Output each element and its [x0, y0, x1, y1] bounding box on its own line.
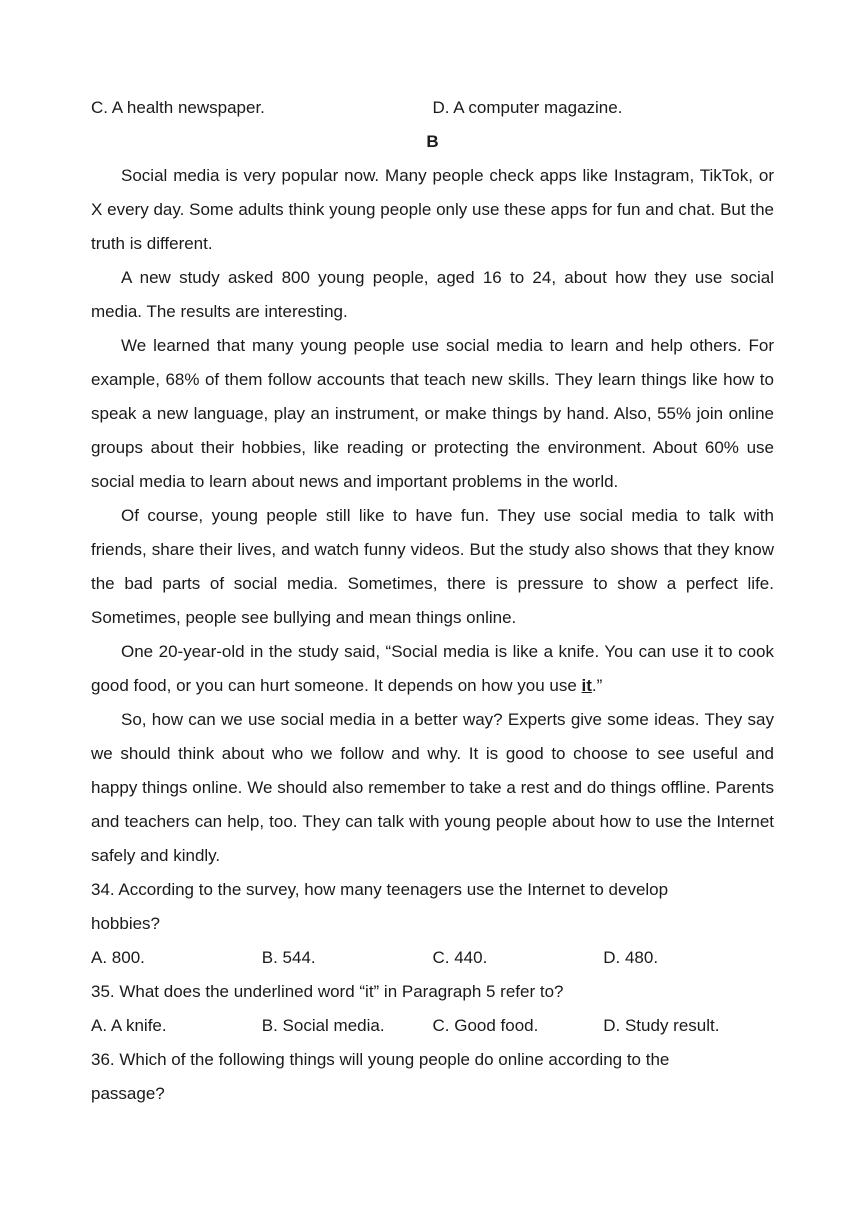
paragraph-1: Social media is very popular now. Many people check apps like Instagram, TikTok, or X every day. Some adults think young people only use these apps for fun and chat. But the truth is different.	[91, 166, 774, 253]
option-d: D. A computer magazine.	[432, 98, 623, 117]
paragraph-2: A new study asked 800 young people, aged 16 to 24, about how they use social media. The results are interesting.	[91, 268, 774, 321]
option-d: D. 480.	[603, 948, 659, 967]
paragraph-6: So, how can we use social media in a better way? Experts give some ideas. They say we should think about who we follow and why. It is good to choose to see useful and happy things online. We should also remember to take a rest and do things offline. Parents and teachers can help, too. They can talk with young people about how to use the Internet safely and kindly.	[91, 710, 774, 865]
question-36: 36. Which of the following things will young people do online according to the passage?	[91, 1050, 670, 1103]
question-34: 34. According to the survey, how many teenagers use the Internet to develop hobbies?	[91, 880, 669, 933]
question-35: 35. What does the underlined word “it” in Paragraph 5 refer to?	[91, 982, 564, 1001]
paragraph-5-text: One 20-year-old in the study said, “Social media is like a knife. You can use it to cook good food, or you can hurt someone. It depends on how you use	[91, 642, 774, 695]
exam-page	[91, 91, 774, 1111]
question-34-options	[91, 941, 774, 975]
question-35-options	[91, 1009, 774, 1043]
option-c: C. 440.	[432, 948, 488, 967]
paragraph-5	[91, 635, 774, 703]
section-title: B	[426, 132, 439, 151]
option-c: C. Good food.	[432, 1016, 539, 1035]
paragraph-4: Of course, young people still like to have fun. They use social media to talk with friends, share their lives, and watch funny videos. But the study also shows that they know the bad parts of social media. Sometimes, there is pressure to show a perfect life. Sometimes, people see bullying and mean things online.	[91, 506, 774, 627]
quote-end: .”	[591, 676, 603, 695]
option-a: A. 800.	[91, 948, 145, 967]
option-b: B. 544.	[261, 948, 316, 967]
previous-question-options	[91, 91, 774, 125]
underlined-word: it	[581, 676, 592, 695]
option-c: C. A health newspaper.	[91, 98, 265, 117]
option-a: A. A knife.	[91, 1016, 167, 1035]
option-b: B. Social media.	[261, 1016, 385, 1035]
paragraph-3: We learned that many young people use social media to learn and help others. For example, 68% of them follow accounts that teach new skills. They learn things like how to speak a new language, play an instrument, or make things by hand. Also, 55% join online groups about their hobbies, like reading or protecting the environment. About 60% use social media to learn about news and important problems in the world.	[91, 336, 774, 491]
option-d: D. Study result.	[603, 1016, 720, 1035]
